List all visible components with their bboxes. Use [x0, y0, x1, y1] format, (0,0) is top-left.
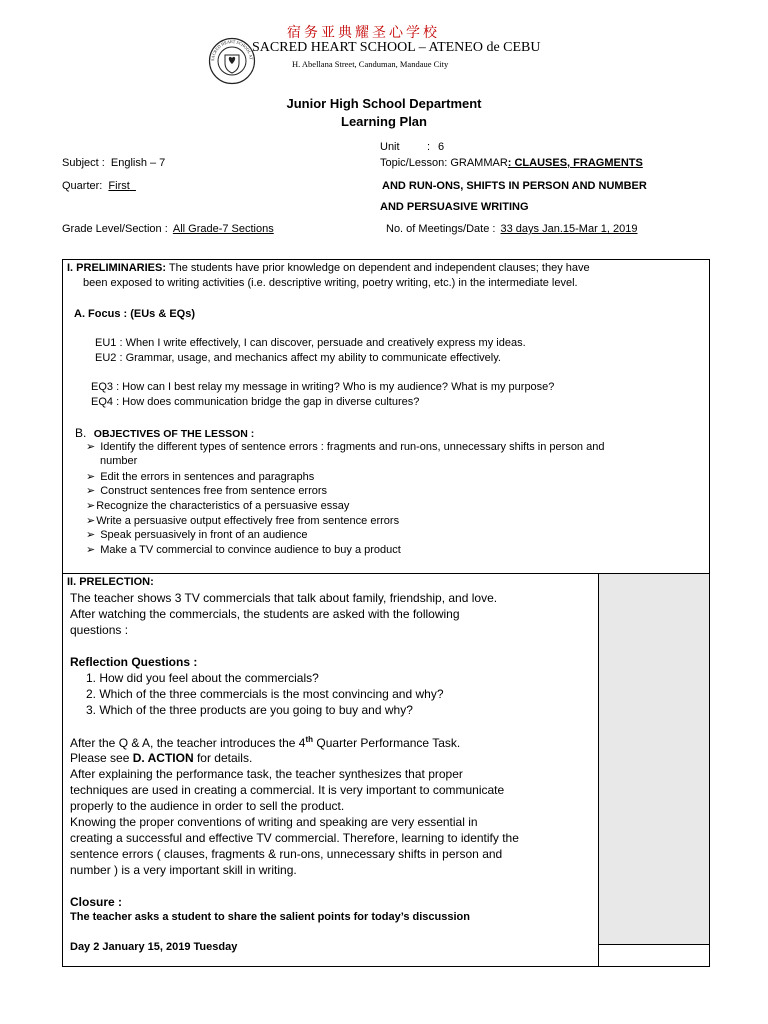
please-see-text: Please see	[70, 751, 133, 765]
table-bottom-rule	[62, 966, 710, 967]
prelection-heading: II. PRELECTION:	[67, 576, 154, 588]
prelection-paragraph-2: After watching the commercials, the students are asked with the following	[70, 607, 460, 621]
subject-label: Subject :	[62, 157, 105, 169]
prelection-paragraph-3: questions :	[70, 623, 129, 637]
closure-heading: Closure :	[70, 895, 123, 909]
after-qa-superscript: th	[305, 735, 314, 744]
objective-item: ➢ Speak persuasively in front of an audience	[86, 528, 308, 541]
meetings-value: 33 days Jan.15-Mar 1, 2019	[500, 223, 638, 235]
grade-row	[62, 223, 274, 235]
reflection-question: 3. Which of the three products are you going to buy and why?	[86, 703, 413, 717]
reflection-heading: Reflection Questions :	[70, 655, 198, 669]
preliminaries-intro-2: been exposed to writing activities (i.e. descriptive writing, poetry writing, etc.) in the intermediate level.	[83, 277, 578, 289]
synthesis-line: Knowing the proper conventions of writing and speaking are very essential in	[70, 815, 478, 829]
quarter-row	[62, 180, 136, 192]
document-title: Learning Plan	[341, 114, 427, 129]
after-qa-text: After the Q & A, the teacher introduces the 4	[70, 736, 306, 750]
school-seal-logo	[208, 37, 256, 85]
eu2-text: EU2 : Grammar, usage, and mechanics affect my ability to communicate effectively.	[95, 352, 501, 364]
objective-item: ➢ Make a TV commercial to convince audience to buy a product	[86, 543, 401, 556]
objective-item: ➢ Recognize the characteristics of a persuasive essay	[86, 499, 349, 512]
please-see-text-end: for details.	[193, 751, 253, 765]
eq3-text: EQ3 : How can I best relay my message in writing? Who is my audience? What is my purpose?	[91, 381, 555, 393]
synthesis-line: number ) is a very important skill in writing.	[70, 863, 297, 877]
prelection-paragraph-1: The teacher shows 3 TV commercials that talk about family, friendship, and love.	[70, 591, 498, 605]
focus-heading: A. Focus : (EUs & EQs)	[74, 308, 196, 320]
synthesis-line: properly to the audience in order to sell the product.	[70, 799, 345, 813]
objective-item: ➢ Construct sentences free from sentence errors	[86, 484, 327, 497]
school-chinese-name: 宿务亚典耀圣心学校	[287, 25, 440, 41]
objective-item: ➢ Write a persuasive output effectively free from sentence errors	[86, 514, 399, 527]
day-entry: Day 2 January 15, 2019 Tuesday	[70, 941, 238, 953]
seal-text: SACRED HEART SCHOOL AT	[209, 38, 254, 62]
closure-text: The teacher asks a student to share the salient points for today’s discussion	[70, 911, 470, 923]
eq4-text: EQ4 : How does communication bridge the gap in diverse cultures?	[91, 396, 420, 408]
side-column-shading	[599, 574, 709, 944]
after-qa-text-end: Quarter Performance Task.	[313, 736, 461, 750]
after-qa-line	[70, 735, 460, 750]
reflection-question: 1. How did you feel about the commercials?	[86, 671, 319, 685]
topic-row	[380, 157, 643, 169]
department-title: Junior High School Department	[286, 96, 482, 111]
preliminaries-heading: I. PRELIMINARIES:	[67, 262, 167, 274]
quarter-value: First	[108, 180, 130, 192]
meetings-row	[386, 223, 638, 235]
quarter-label: Quarter:	[62, 180, 103, 192]
grade-label: Grade Level/Section :	[62, 223, 168, 235]
objective-item: ➢ Identify the different types of sentence errors : fragments and run-ons, unnecessary shifts in person and	[86, 440, 604, 453]
objective-item-continuation: number	[100, 455, 138, 467]
objective-item: ➢ Edit the errors in sentences and paragraphs	[86, 470, 314, 483]
synthesis-line: After explaining the performance task, the teacher synthesizes that proper	[70, 767, 463, 781]
eu1-text: EU1 : When I write effectively, I can discover, persuade and creatively express my ideas.	[95, 337, 526, 349]
reflection-question: 2. Which of the three commercials is the most convincing and why?	[86, 687, 444, 701]
school-name: SACRED HEART SCHOOL – ATENEO de CEBU	[252, 40, 541, 55]
unit-colon: :	[427, 141, 431, 153]
topic-line-3: AND PERSUASIVE WRITING	[380, 201, 529, 213]
topic-line-1: : CLAUSES, FRAGMENTS	[507, 157, 643, 169]
meetings-label: No. of Meetings/Date :	[386, 223, 496, 235]
preliminaries-intro-1: The students have prior knowledge on dependent and independent clauses; they have	[166, 262, 590, 274]
topic-label: Topic/Lesson: GRAMMAR	[380, 157, 508, 169]
topic-line-2: AND RUN-ONS, SHIFTS IN PERSON AND NUMBER	[382, 180, 647, 192]
please-see-line	[70, 751, 252, 765]
synthesis-line: sentence errors ( clauses, fragments & run-ons, unnecessary shifts in person and	[70, 847, 503, 861]
unit-label: Unit	[380, 141, 400, 153]
preliminaries-line-1	[67, 262, 590, 274]
subject-row	[62, 157, 165, 169]
objectives-letter: B.	[75, 426, 87, 440]
action-reference: D. ACTION	[132, 751, 194, 765]
synthesis-line: techniques are used in creating a commercial. It is very important to communicate	[70, 783, 505, 797]
synthesis-line: creating a successful and effective TV commercial. Therefore, learning to identify the	[70, 831, 519, 845]
side-column-divider	[598, 944, 710, 945]
school-address: H. Abellana Street, Canduman, Mandaue City	[292, 59, 449, 69]
subject-value: English – 7	[110, 157, 166, 169]
objectives-heading: OBJECTIVES OF THE LESSON :	[93, 428, 255, 440]
unit-value: 6	[438, 141, 445, 153]
grade-value: All Grade-7 Sections	[172, 223, 274, 235]
